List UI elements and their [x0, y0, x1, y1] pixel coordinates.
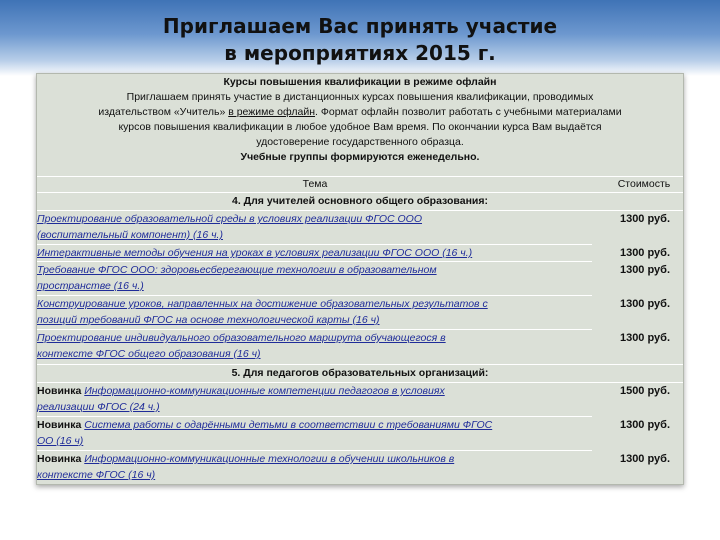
- course-link-cont[interactable]: контексте ФГОС (16 ч): [37, 469, 156, 481]
- page-title: [0, 13, 720, 67]
- section-title: 4. Для учителей основного общего образования:: [231, 195, 489, 207]
- course-item[interactable]: [37, 451, 597, 483]
- course-price: 1300 руб.: [619, 419, 671, 431]
- divider: [37, 192, 683, 193]
- intro-block: [37, 75, 683, 165]
- course-item[interactable]: [37, 383, 597, 415]
- offline-mode-emphasis: в режиме офлайн: [228, 106, 316, 118]
- divider: [37, 364, 683, 365]
- course-item[interactable]: [37, 296, 597, 328]
- section-title: 5. Для педагогов образовательных организаций:: [231, 367, 489, 379]
- course-link-cont[interactable]: (воспитательный компонент) (16 ч.): [37, 229, 223, 241]
- intro-text-line-2-start: издательством «Учитель»: [98, 106, 229, 118]
- course-item[interactable]: [37, 211, 597, 243]
- course-price: 1300 руб.: [619, 264, 671, 276]
- groups-note: Учебные группы формируются еженедельно.: [240, 151, 480, 163]
- intro-text-line-4: удостоверение государственного образца.: [256, 136, 464, 148]
- course-price: 1500 руб.: [619, 385, 671, 397]
- course-link[interactable]: Информационно-коммуникационные компетенции педагогов в условиях: [84, 385, 445, 397]
- column-header-cost: Стоимость: [617, 178, 671, 190]
- course-price: 1300 руб.: [619, 298, 671, 310]
- course-link[interactable]: Система работы с одарёнными детьми в соответствии с требованиями ФГОС: [84, 419, 493, 431]
- course-link-cont[interactable]: ОО (16 ч): [37, 435, 84, 447]
- course-item[interactable]: [37, 245, 597, 261]
- course-item[interactable]: [37, 417, 597, 449]
- intro-text-line-2-end: . Формат офлайн позволит работать с учебными материалами: [315, 106, 622, 118]
- intro-text-line-1: Приглашаем принять участие в дистанционных курсах повышения квалификации, проводимых: [126, 91, 594, 103]
- new-badge: Новинка: [37, 385, 82, 397]
- course-price: 1300 руб.: [619, 247, 671, 259]
- course-link-cont[interactable]: контексте ФГОС общего образования (16 ч): [37, 348, 261, 360]
- course-link-cont[interactable]: пространстве (16 ч.): [37, 280, 144, 292]
- course-link-cont[interactable]: реализации ФГОС (24 ч.): [37, 401, 160, 413]
- course-link[interactable]: Информационно-коммуникационные технологии в обучении школьников в: [84, 453, 455, 465]
- intro-text-line-3: курсов повышения квалификации в любое удобное Вам время. По окончании курса Вам выдаётся: [118, 121, 602, 133]
- course-link[interactable]: Интерактивные методы обучения на уроках в условиях реализации ФГОС ООО (16 ч.): [37, 247, 473, 259]
- page-title-line-2: в мероприятиях 2015 г.: [224, 41, 496, 65]
- course-link[interactable]: Проектирование образовательной среды в условиях реализации ФГОС ООО: [37, 213, 423, 225]
- column-header-topic: Тема: [302, 178, 328, 190]
- page-title-line-1: Приглашаем Вас принять участие: [162, 14, 558, 38]
- course-item[interactable]: [37, 330, 597, 362]
- course-link-cont[interactable]: позиций требований ФГОС на основе технологической карты (16 ч): [37, 314, 380, 326]
- course-item[interactable]: [37, 262, 597, 294]
- new-badge: Новинка: [37, 453, 82, 465]
- new-badge: Новинка: [37, 419, 82, 431]
- course-table: [36, 73, 684, 485]
- course-link[interactable]: Конструирование уроков, направленных на достижение образовательных результатов с: [37, 298, 488, 310]
- course-price: 1300 руб.: [619, 332, 671, 344]
- course-price: 1300 руб.: [619, 213, 671, 225]
- intro-text-line-2: [37, 105, 683, 120]
- course-link[interactable]: Требование ФГОС ООО: здоровьесберегающие технологии в образовательном: [37, 264, 437, 276]
- course-price: 1300 руб.: [619, 453, 671, 465]
- course-link[interactable]: Проектирование индивидуального образовательного маршрута обучающегося в: [37, 332, 446, 344]
- intro-heading: Курсы повышения квалификации в режиме офлайн: [223, 76, 497, 88]
